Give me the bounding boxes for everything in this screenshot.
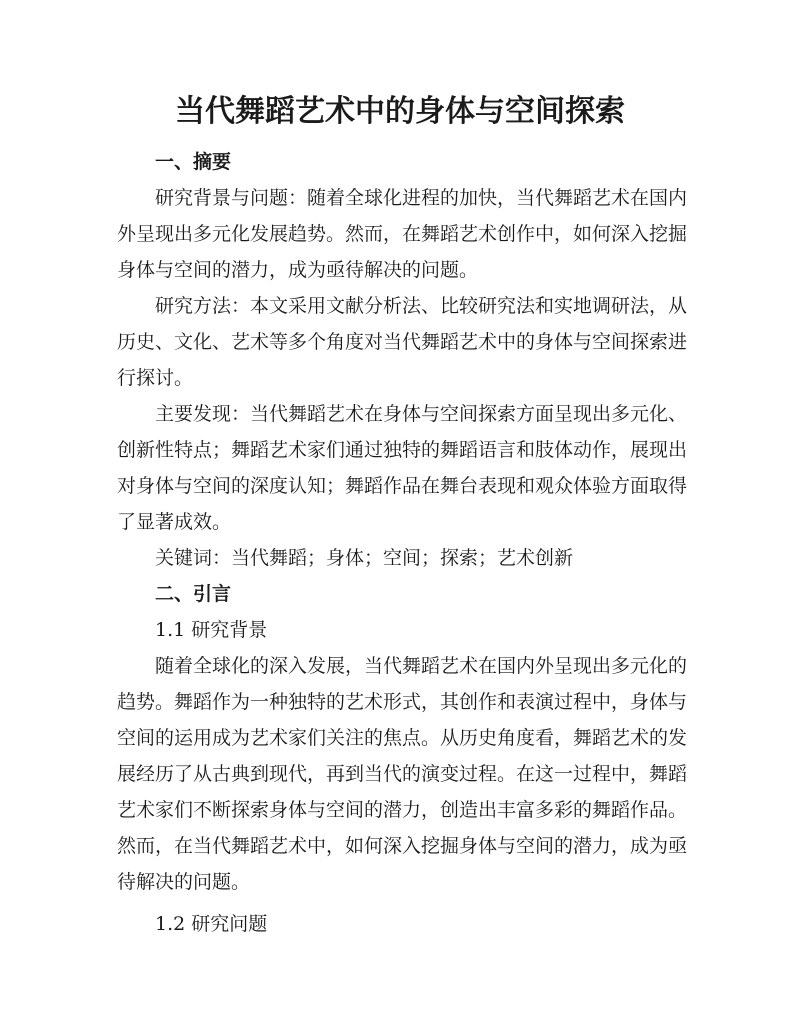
keywords-line: 关键词：当代舞蹈；身体；空间；探索；艺术创新	[155, 547, 574, 569]
paragraph-line: 外呈现出多元化发展趋势。然而，在舞蹈艺术创作中，如何深入挖掘	[117, 223, 688, 245]
paragraph-line: 主要发现：当代舞蹈艺术在身体与空间探索方面呈现出多元化、	[155, 403, 688, 425]
paragraph-line: 空间的运用成为艺术家们关注的焦点。从历史角度看，舞蹈艺术的发	[117, 727, 688, 749]
paragraph-line: 待解决的问题。	[117, 871, 251, 893]
paragraph-line: 研究背景与问题：随着全球化进程的加快，当代舞蹈艺术在国内	[155, 187, 688, 209]
paragraph-line: 展经历了从古典到现代，再到当代的演变过程。在这一过程中，舞蹈	[117, 763, 688, 785]
section-heading-abstract: 一、摘要	[155, 151, 232, 173]
section-heading-introduction: 二、引言	[155, 583, 232, 605]
paragraph-line: 了显著成效。	[117, 511, 232, 533]
paragraph-line: 历史、文化、艺术等多个角度对当代舞蹈艺术中的身体与空间探索进	[117, 331, 688, 353]
paragraph-line: 创新性特点；舞蹈艺术家们通过独特的舞蹈语言和肢体动作，展现出	[117, 439, 688, 461]
paragraph-line: 随着全球化的深入发展，当代舞蹈艺术在国内外呈现出多元化的	[155, 655, 688, 677]
subsection-heading-research-question: 1.2 研究问题	[155, 913, 268, 935]
document-title: 当代舞蹈艺术中的身体与空间探索	[175, 94, 625, 129]
paragraph-line: 对身体与空间的深度认知；舞蹈作品在舞台表现和观众体验方面取得	[117, 475, 688, 497]
paragraph-line: 趋势。舞蹈作为一种独特的艺术形式，其创作和表演过程中，身体与	[117, 691, 688, 713]
document-body	[117, 144, 688, 942]
paragraph-line: 身体与空间的潜力，成为亟待解决的问题。	[117, 259, 479, 281]
paragraph-line: 艺术家们不断探索身体与空间的潜力，创造出丰富多彩的舞蹈作品。	[117, 799, 688, 821]
paragraph-line: 行探讨。	[117, 367, 194, 389]
paragraph-line: 研究方法：本文采用文献分析法、比较研究法和实地调研法，从	[155, 295, 688, 317]
paragraph-line: 然而，在当代舞蹈艺术中，如何深入挖掘身体与空间的潜力，成为亟	[117, 835, 688, 857]
subsection-heading-background: 1.1 研究背景	[155, 619, 268, 641]
